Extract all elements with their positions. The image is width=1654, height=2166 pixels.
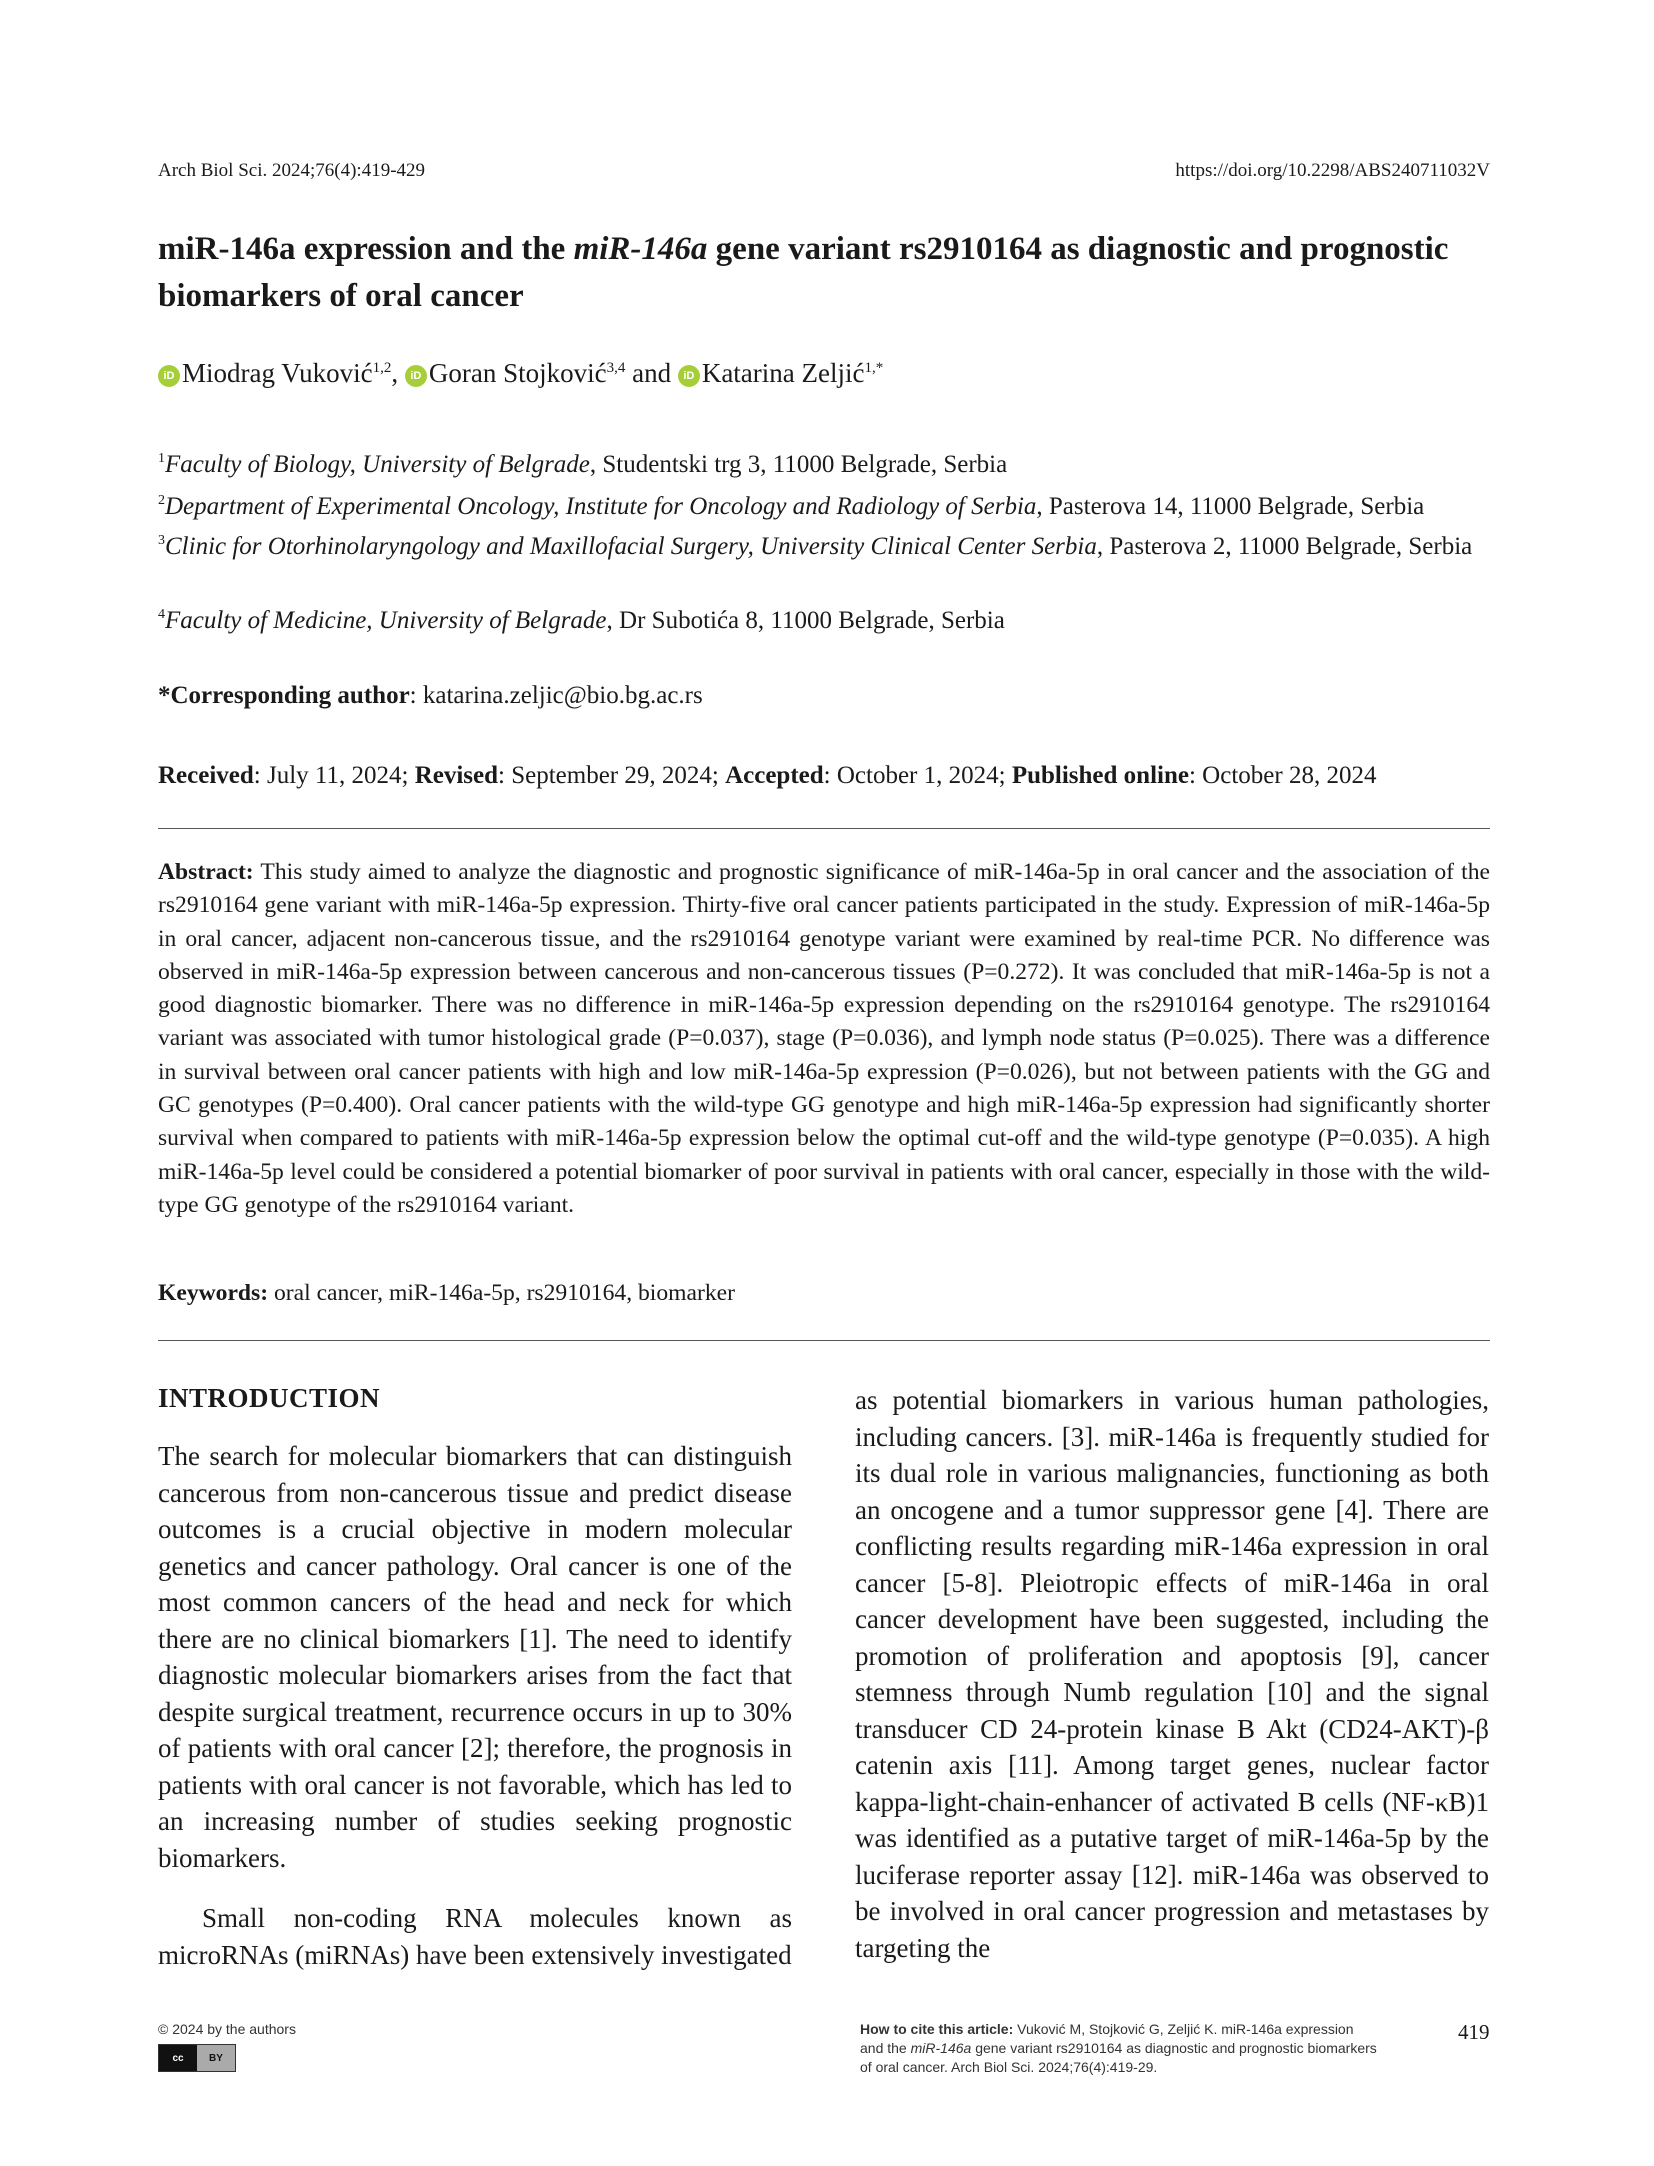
orcid-icon[interactable]: iD: [405, 365, 427, 387]
right-column: [855, 1382, 1489, 1966]
abstract: Abstract: This study aimed to analyze the diagnostic and prognostic significance of miR-146a-5p in oral cancer and the association of the rs2910164 gene variant with miR-146a-5p expression. Thirty-five oral cancer patients participated in the study. Expression of miR-146a-5p in oral cancer, adjacent non-cancerous tissue, and the rs2910164 genotype variant were examined by real-time PCR. No difference was observed in miR-146a-5p expression between cancerous and non-cancerous tissues (P=0.272). It was concluded that miR-146a-5p is not a good diagnostic biomarker. There was no difference in miR-146a-5p expression depending on the rs2910164 genotype. The rs2910164 variant was associated with tumor histological grade (P=0.037), stage (P=0.036), and lymph node status (P=0.025). There was a difference in survival between oral cancer patients with high and low miR-146a-5p expression (P=0.026), but not between patients with the GG and GC genotypes (P=0.400). Oral cancer patients with the wild-type GG genotype and high miR-146a-5p expression had significantly shorter survival when compared to patients with miR-146a-5p expression below the optimal cut-off and the wild-type genotype (P=0.035). A high miR-146a-5p level could be considered a potential biomarker of poor survival in patients with oral cancer, especially in those with the wild-type GG genotype of the rs2910164 variant.: [158, 859, 1490, 1218]
cc-icon: cc: [159, 2045, 197, 2071]
keywords: Keywords: oral cancer, miR-146a-5p, rs2910164, biomarker: [158, 1280, 735, 1306]
author-list: iD Miodrag Vuković$^{1,2}$, iD Goran Stojković$^{3,4}$ and iD Katarina Zeljić$^{1,*}$: [158, 358, 883, 389]
paragraph: Small non-coding RNA molecules known as microRNAs (miRNAs) have been extensively investigated: [158, 1903, 792, 1970]
author-name: Goran Stojković: [428, 358, 607, 388]
cc-license-icon[interactable]: [158, 2044, 236, 2072]
paragraph: The search for molecular biomarkers that can distinguish cancerous from non-cancerous tissue and predict disease outcomes is a crucial objective in modern molecular genetics and cancer pathology. Oral cancer is one of the most common cancers of the head and neck for which there are no clinical biomarkers [1]. The need to identify diagnostic molecular biomarkers arises from the fact that despite surgical treatment, recurrence occurs in up to 30% of patients with oral cancer [2]; therefore, the prognosis in patients with oral cancer is not favorable, which has led to an increasing number of studies seeking prognostic biomarkers.: [158, 1441, 792, 1873]
paragraph: as potential biomarkers in various human pathologies, including cancers. [3]. miR-146a is frequently studied for its dual role in various malignancies, functioning as both an oncogene and a tumor suppressor gene [4]. There are conflicting results regarding miR-146a expression in oral cancer [5-8]. Pleiotropic effects of miR-146a in oral cancer development have been suggested, including the promotion of proliferation and apoptosis [9], cancer stemness through Numb regulation [10] and the signal transducer CD 24-protein kinase B Akt (CD24-AKT)-β catenin axis [11]. Among target genes, nuclear factor kappa-light-chain-enhancer of activated B cells (NF-κB)1 was identified as a putative target of miR-146a-5p by the luciferase reporter assay [12]. miR-146a was observed to be involved in oral cancer progression and metastases by targeting the: [855, 1385, 1489, 1963]
author-name: Katarina Zeljić: [701, 358, 865, 388]
divider: [158, 828, 1490, 829]
affiliation-2: $^2$Department of Experimental Oncology, Institute for Oncology and Radiology of Serbia, Pasterova 14, 11000 Belgrade, Serbia: [158, 493, 1425, 520]
corresponding-author: *Corresponding author: katarina.zeljic@bio.bg.ac.rs: [158, 682, 703, 709]
how-to-cite: How to cite this article: Vuković M, Stojković G, Zeljić K. miR-146a expression and the miR-146a gene variant rs2910164 as diagnostic and prognostic biomarkers of oral cancer. Arch Biol Sci. 2024;76(4):419-29.: [860, 2021, 1377, 2075]
page-number: 419: [1458, 2020, 1490, 2044]
doi-link[interactable]: https://doi.org/10.2298/ABS240711032V: [1175, 160, 1490, 181]
divider: [158, 1340, 1490, 1341]
affiliation-4: $^4$Faculty of Medicine, University of Belgrade, Dr Subotića 8, 11000 Belgrade, Serbia: [158, 607, 1005, 634]
orcid-icon[interactable]: iD: [678, 365, 700, 387]
copyright: © 2024 by the authors: [158, 2021, 296, 2037]
article-dates: Received: July 11, 2024; Revised: September 29, 2024; Accepted: October 1, 2024; Published online: October 28, 2024: [158, 762, 1377, 789]
orcid-icon[interactable]: iD: [158, 365, 180, 387]
by-icon: BY: [197, 2045, 235, 2071]
corresponding-email[interactable]: : katarina.zeljic@bio.bg.ac.rs: [409, 682, 703, 709]
journal-citation: Arch Biol Sci. 2024;76(4):419-429: [158, 160, 426, 181]
affiliation-1: $^1$Faculty of Biology, University of Belgrade, Studentski trg 3, 11000 Belgrade, Serbia: [158, 451, 1008, 478]
affiliation-3: $^3$Clinic for Otorhinolaryngology and Maxillofacial Surgery, University Clinical Center Serbia, Pasterova 2, 11000 Belgrade, Serbia: [158, 533, 1473, 560]
article-title: miR-146a expression and the miR-146a gene variant rs2910164 as diagnostic and prognostic biomarkers of oral cancer: [158, 231, 1449, 314]
left-column: [158, 1438, 792, 1973]
author-name: Miodrag Vuković: [182, 358, 373, 388]
section-heading: INTRODUCTION: [158, 1383, 381, 1413]
